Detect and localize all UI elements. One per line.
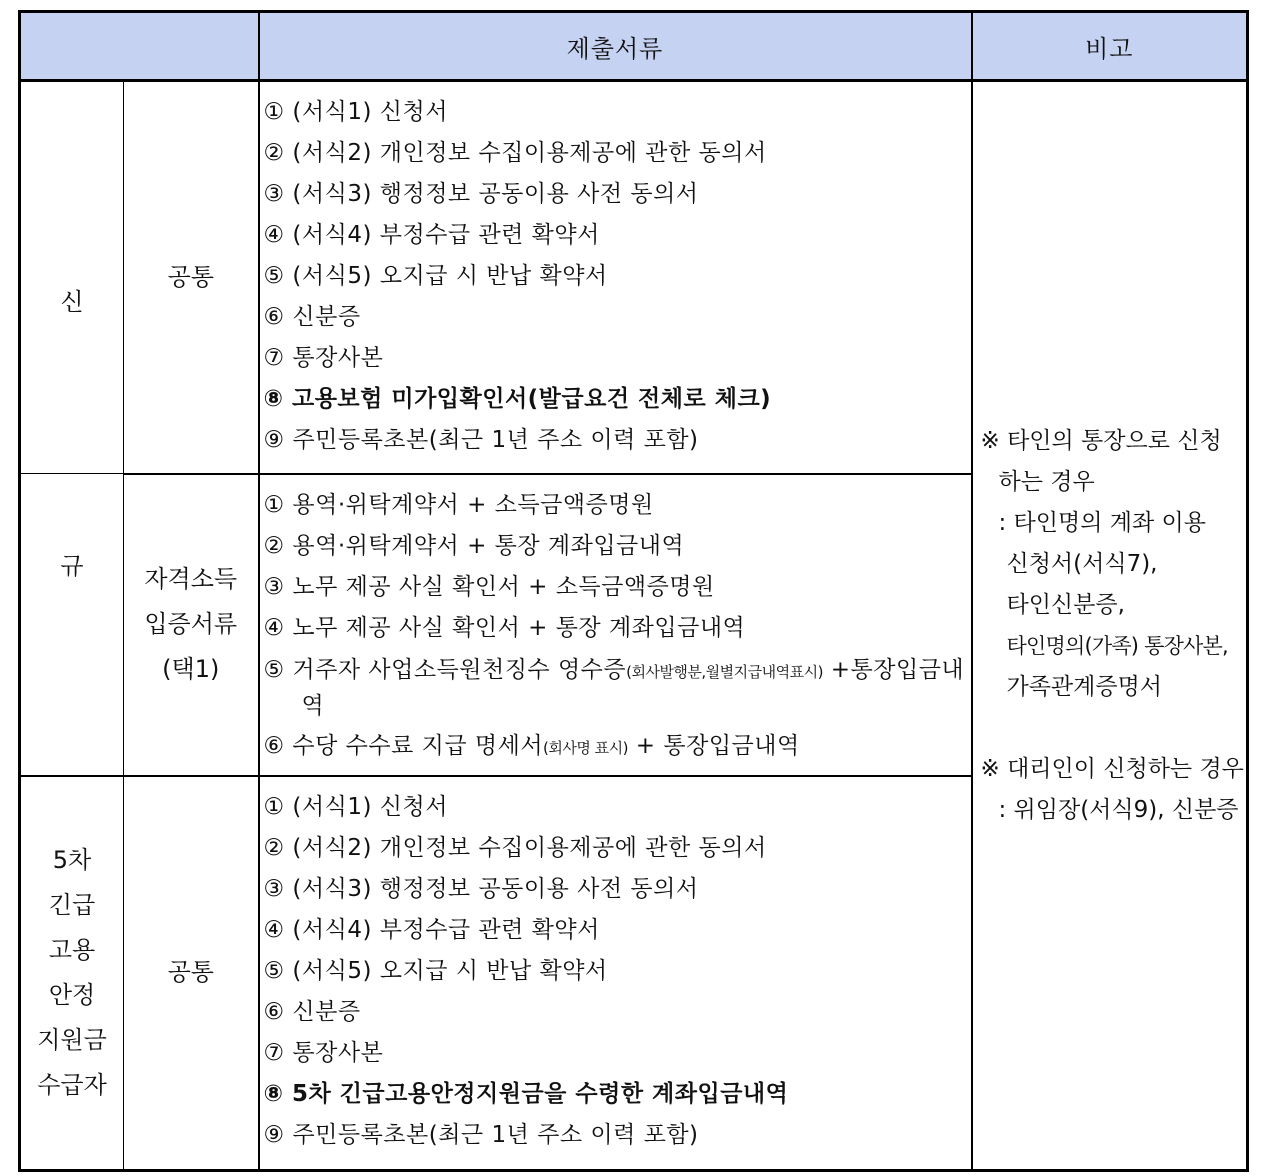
remark-line: ※ 대리인이 신청하는 경우 <box>980 755 1244 782</box>
category-line: 긴급 <box>48 890 96 919</box>
remark-line: 가족관계증명서 <box>1006 673 1163 700</box>
header-documents: 제출서류 <box>259 12 972 81</box>
submission-documents-table <box>18 10 1249 1172</box>
list-item: ③ (서식3) 행정정보 공동이용 사전 동의서 <box>263 875 699 902</box>
list-item: ⑤ (서식5) 오지급 시 반납 확약서 <box>263 957 608 984</box>
header-row <box>20 12 1248 81</box>
row-new-common <box>20 81 1248 474</box>
category-new-bottom: 규 <box>20 474 124 776</box>
list-item: ⑦ 통장사본 <box>263 345 384 371</box>
category-line: 안정 <box>48 980 96 1009</box>
list-item: ⑧ 5차 긴급고용안정지원금을 수령한 계좌입금내역 <box>263 1080 789 1107</box>
docs-fifth-common <box>259 776 972 1171</box>
item-text: ⑥ 수당 수수료 지급 명세서 <box>263 732 544 759</box>
list-item: ② (서식2) 개인정보 수집이용제공에 관한 동의서 <box>263 140 767 166</box>
list-item: ④ (서식4) 부정수급 관련 확약서 <box>263 916 600 943</box>
item-text: + 통장입금내역 <box>627 732 800 759</box>
list-item: ⑨ 주민등록초본(최근 1년 주소 이력 포함) <box>263 1121 699 1148</box>
item-text: ⑤ 거주자 사업소득원천징수 영수증 <box>263 656 627 683</box>
list-item: ① (서식1) 신청서 <box>263 99 448 125</box>
remark-line: : 위임장(서식9), 신분증 <box>998 796 1239 823</box>
sub-common-fifth: 공통 <box>124 776 259 1171</box>
remark-line: 신청서(서식7), <box>1006 550 1158 577</box>
sub-income-line: (택1) <box>162 655 220 683</box>
list-item: ① 용역·위탁계약서 + 소득금액증명원 <box>263 491 654 518</box>
sub-income-line: 자격소득 <box>144 565 238 593</box>
sub-common-new: 공통 <box>124 81 259 474</box>
sub-income-proof <box>124 474 259 776</box>
remark-spacer <box>981 708 1243 749</box>
list-item: ① (서식1) 신청서 <box>263 793 448 820</box>
list-item: ② 용역·위탁계약서 + 통장 계좌입금내역 <box>263 532 685 559</box>
remark-line: : 타인명의 계좌 이용 <box>998 509 1206 536</box>
list-item: ③ 노무 제공 사실 확인서 + 소득금액증명원 <box>263 573 715 600</box>
remark-line: 하는 경우 <box>998 468 1095 495</box>
header-blank-cell <box>20 12 259 81</box>
item-note: (회사명 표시) <box>543 738 628 757</box>
item-text: +통장입금내역 <box>301 656 965 719</box>
docs-new-income <box>259 474 972 776</box>
category-line: 5차 <box>52 845 92 874</box>
header-remarks: 비고 <box>972 12 1248 81</box>
list-item: ⑥ 신분증 <box>263 998 361 1025</box>
list-item: ⑤ (서식5) 오지급 시 반납 확약서 <box>263 263 608 289</box>
document-table-frame <box>18 10 1246 1162</box>
category-fifth <box>20 776 124 1171</box>
category-new-top: 신 <box>20 81 124 474</box>
list-item: ⑨ 주민등록초본(최근 1년 주소 이력 포함) <box>263 427 699 453</box>
remarks-cell <box>972 81 1248 1171</box>
remark-line: 타인명의(가족) 통장사본, <box>1006 633 1228 658</box>
list-item: ④ 노무 제공 사실 확인서 + 통장 계좌입금내역 <box>263 614 746 641</box>
category-line: 고용 <box>48 935 96 964</box>
list-item: ③ (서식3) 행정정보 공동이용 사전 동의서 <box>263 181 699 207</box>
list-item: ⑦ 통장사본 <box>263 1039 384 1066</box>
category-line: 지원금 <box>37 1025 107 1054</box>
docs-new-common <box>259 81 972 474</box>
category-line: 수급자 <box>37 1070 107 1099</box>
list-item: ④ (서식4) 부정수급 관련 확약서 <box>263 222 600 248</box>
list-item: ② (서식2) 개인정보 수집이용제공에 관한 동의서 <box>263 834 767 861</box>
list-item <box>264 653 967 723</box>
list-item: ⑥ 신분증 <box>263 304 361 330</box>
list-item: ⑧ 고용보험 미가입확인서(발급요건 전체로 체크) <box>263 386 772 412</box>
sub-income-line: 입증서류 <box>144 610 238 638</box>
remark-line: 타인신분증, <box>1006 591 1125 618</box>
remark-line: ※ 타인의 통장으로 신청 <box>980 427 1222 454</box>
item-note: (회사발행분,월별지급내역표시) <box>626 662 823 681</box>
list-item <box>264 726 967 769</box>
